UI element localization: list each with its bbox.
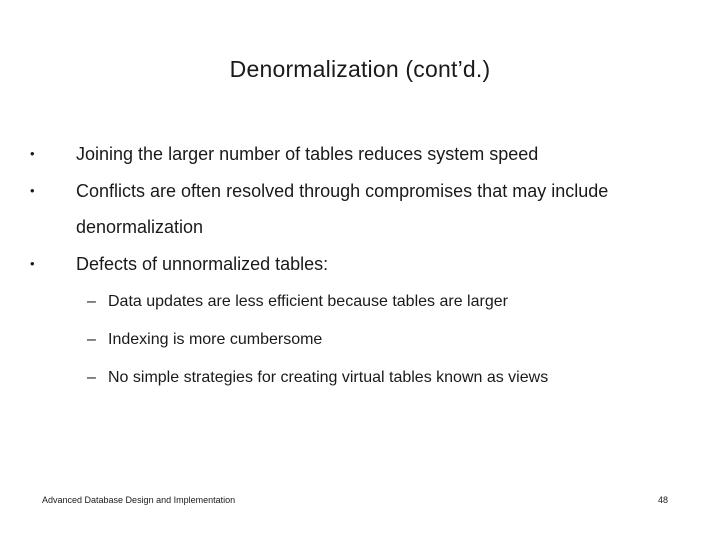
footer-page-number: 48: [657, 495, 668, 505]
sub-bullet-text: Data updates are less efficient because tables are larger: [108, 293, 508, 310]
sub-bullet-item: [24, 283, 684, 321]
bullet-item: [24, 246, 684, 282]
bullet-item: [24, 173, 684, 245]
dash-icon: –: [87, 331, 96, 348]
dash-icon: –: [87, 369, 96, 386]
bullet-text: Defects of unnormalized tables:: [76, 254, 329, 274]
slide-title: Denormalization (cont’d.): [229, 56, 491, 82]
bullet-text: Joining the larger number of tables reduces system speed: [76, 144, 539, 164]
bullet-dot-icon: •: [30, 256, 35, 271]
sub-bullet-list: [24, 283, 684, 397]
dash-icon: –: [87, 293, 96, 310]
footer-course-title: Advanced Database Design and Implementation: [42, 495, 236, 505]
sub-bullet-item: [24, 321, 684, 359]
bullet-text: Conflicts are often resolved through compromises that may include denormalization: [76, 181, 609, 237]
sub-bullet-text: No simple strategies for creating virtual tables known as views: [108, 369, 549, 386]
bullet-dot-icon: •: [30, 146, 35, 161]
sub-bullet-text: Indexing is more cumbersome: [108, 331, 323, 348]
sub-bullet-item: [24, 359, 684, 397]
bullet-dot-icon: •: [30, 183, 35, 198]
bullet-list: [24, 136, 684, 397]
bullet-item: [24, 136, 684, 172]
